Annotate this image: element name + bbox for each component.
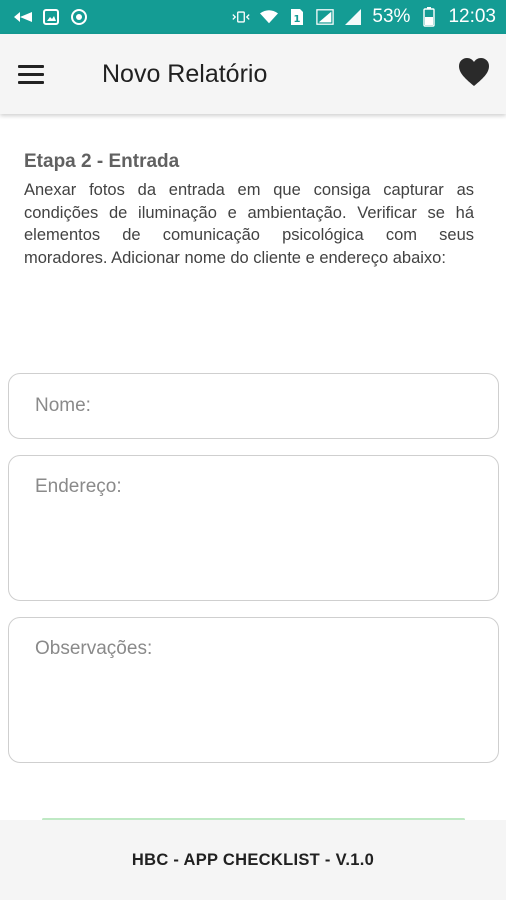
nome-field[interactable] (8, 373, 499, 439)
app-bar (0, 34, 506, 114)
endereco-input[interactable] (9, 456, 498, 600)
vibrate-icon (232, 8, 250, 26)
svg-text:1: 1 (293, 14, 301, 25)
footer-text: HBC - APP CHECKLIST - V.1.0 (131, 850, 375, 869)
page-title: Novo Relatório (102, 59, 268, 88)
step-description: Anexar fotos da entrada em que consiga capturar as condições de iluminação e ambientação. Verificar se há elementos de comunicação psicológica com seus moradores. Adicionar nome do cliente e endereço abaixo: (24, 181, 474, 267)
image-icon (42, 8, 60, 26)
status-time: 12:03 (448, 6, 496, 27)
battery-icon (420, 8, 438, 26)
back-arrow-icon (14, 8, 32, 26)
endereco-field[interactable] (8, 455, 499, 601)
footer (0, 820, 506, 900)
status-bar (0, 0, 506, 34)
heart-icon[interactable] (456, 54, 492, 90)
signal-icon (344, 8, 362, 26)
status-left-icons (14, 8, 88, 26)
sim-icon (288, 8, 306, 26)
battery-percent: 53% (372, 6, 411, 27)
wifi-icon (260, 8, 278, 26)
signal-icon (316, 8, 334, 26)
observacoes-input[interactable] (9, 618, 498, 762)
step-title: Etapa 2 - Entrada (24, 151, 180, 172)
sync-icon (70, 8, 88, 26)
observacoes-field[interactable] (8, 617, 499, 763)
nome-input[interactable] (9, 374, 498, 438)
status-right-icons (232, 6, 496, 28)
hamburger-menu-icon[interactable] (18, 46, 74, 102)
